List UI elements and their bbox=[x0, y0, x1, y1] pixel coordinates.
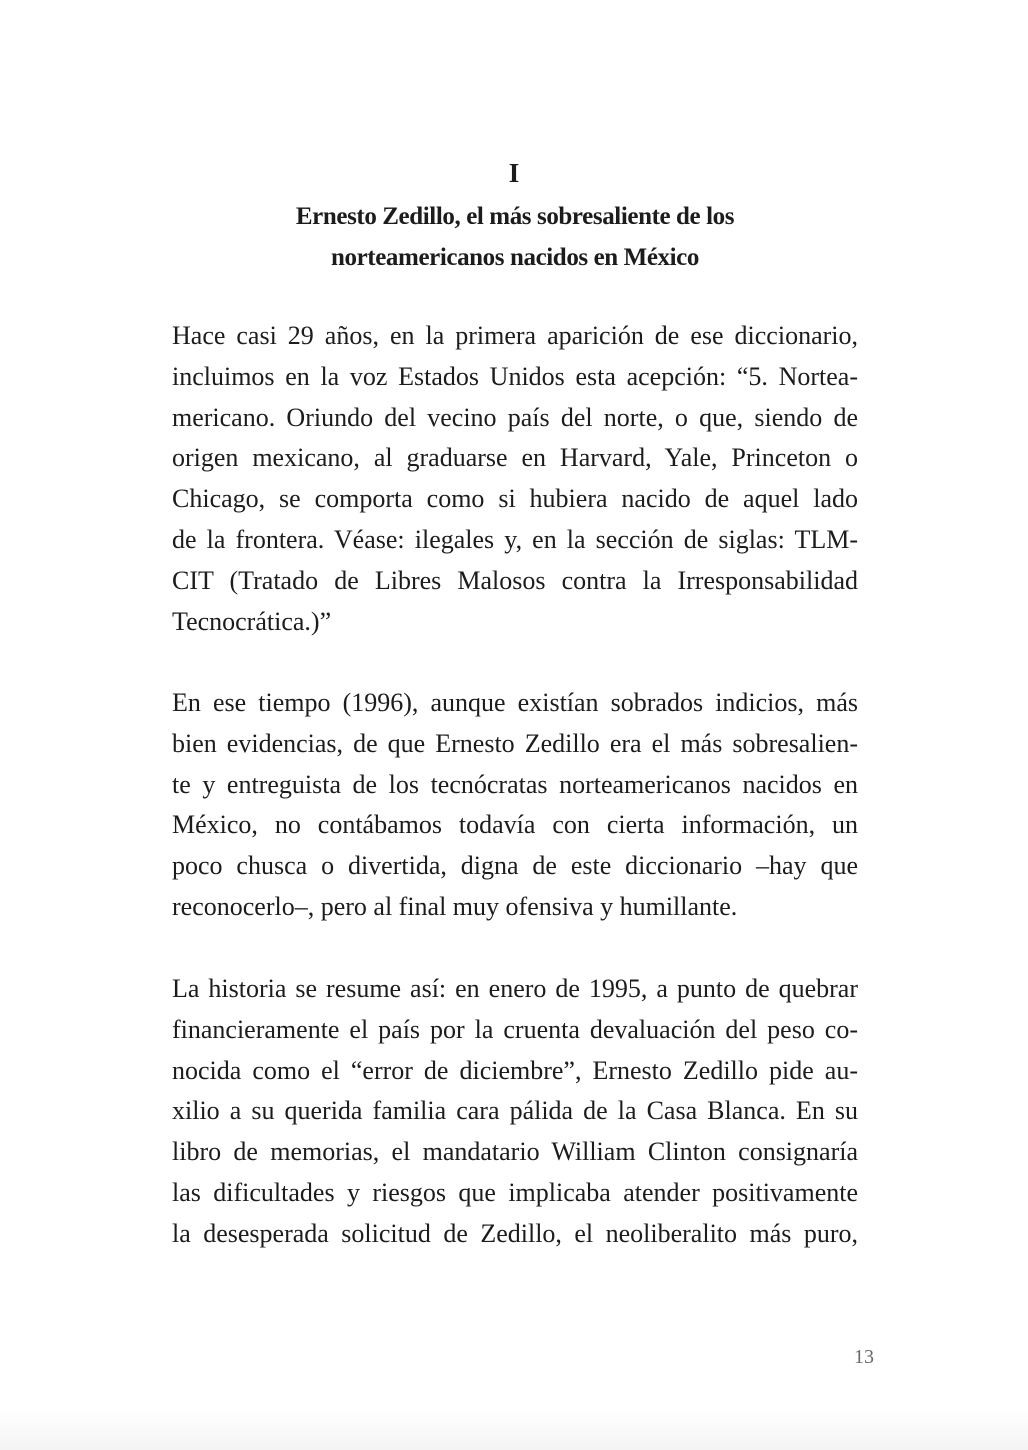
paragraph-line: la desesperada solicitud de Zedillo, el neoliberalito más puro, bbox=[172, 1218, 858, 1248]
chapter-title bbox=[172, 196, 858, 278]
paragraph-line: de la frontera. Véase: ilegales y, en la sección de siglas: TLM- bbox=[172, 524, 858, 554]
page-bottom-shadow bbox=[0, 1410, 1028, 1450]
paragraph-line: reconocerlo–, pero al final muy ofensiva y humillante. bbox=[172, 891, 738, 921]
chapter-number: I bbox=[508, 158, 520, 188]
paragraph-line: incluimos en la voz Estados Unidos esta acepción: “5. Nortea- bbox=[172, 361, 858, 391]
paragraph-line: las dificultades y riesgos que implicaba atender positivamente bbox=[172, 1177, 858, 1207]
paragraph-line: poco chusca o divertida, digna de este diccionario –hay que bbox=[172, 851, 858, 881]
chapter-title-line-1: Ernesto Zedillo, el más sobresaliente de los bbox=[295, 203, 735, 230]
paragraph-line: nocida como el “error de diciembre”, Ernesto Zedillo pide au- bbox=[172, 1055, 858, 1085]
paragraph-line: La historia se resume así: en enero de 1995, a punto de quebrar bbox=[172, 974, 858, 1003]
paragraph-line: libro de memorias, el mandatario William Clinton consignaría bbox=[172, 1137, 858, 1167]
paragraph-line: origen mexicano, al graduarse en Harvard, Yale, Princeton o bbox=[172, 443, 858, 473]
chapter-title-line-2: norteamericanos nacidos en México bbox=[331, 244, 699, 271]
paragraph-line: En ese tiempo (1996), aunque existían sobrados indicios, más bbox=[172, 688, 858, 717]
paragraph-2 bbox=[172, 683, 858, 928]
paragraph-line: xilio a su querida familia cara pálida de la Casa Blanca. En su bbox=[172, 1096, 858, 1126]
paragraph-3 bbox=[172, 969, 858, 1255]
paragraph-line: bien evidencias, de que Ernesto Zedillo era el más sobresalien- bbox=[172, 728, 858, 758]
paragraph-line: financieramente el país por la cruenta devaluación del peso co- bbox=[172, 1014, 858, 1044]
paragraph-line: mericano. Oriundo del vecino país del norte, o que, siendo de bbox=[172, 402, 858, 432]
paragraph-line: Hace casi 29 años, en la primera aparición de ese diccionario, bbox=[172, 321, 858, 350]
paragraph-line: Chicago, se comporta como si hubiera nacido de aquel lado bbox=[172, 484, 858, 514]
page-number: 13 bbox=[854, 1346, 874, 1368]
paragraph-line: México, no contábamos todavía con cierta información, un bbox=[172, 810, 858, 840]
paragraph-line: te y entreguista de los tecnócratas norteamericanos nacidos en bbox=[172, 769, 858, 799]
paragraph-line: CIT (Tratado de Libres Malosos contra la Irresponsabilidad bbox=[172, 565, 858, 595]
paragraph-1 bbox=[172, 316, 858, 642]
paragraph-line: Tecnocrática.)” bbox=[172, 606, 332, 636]
